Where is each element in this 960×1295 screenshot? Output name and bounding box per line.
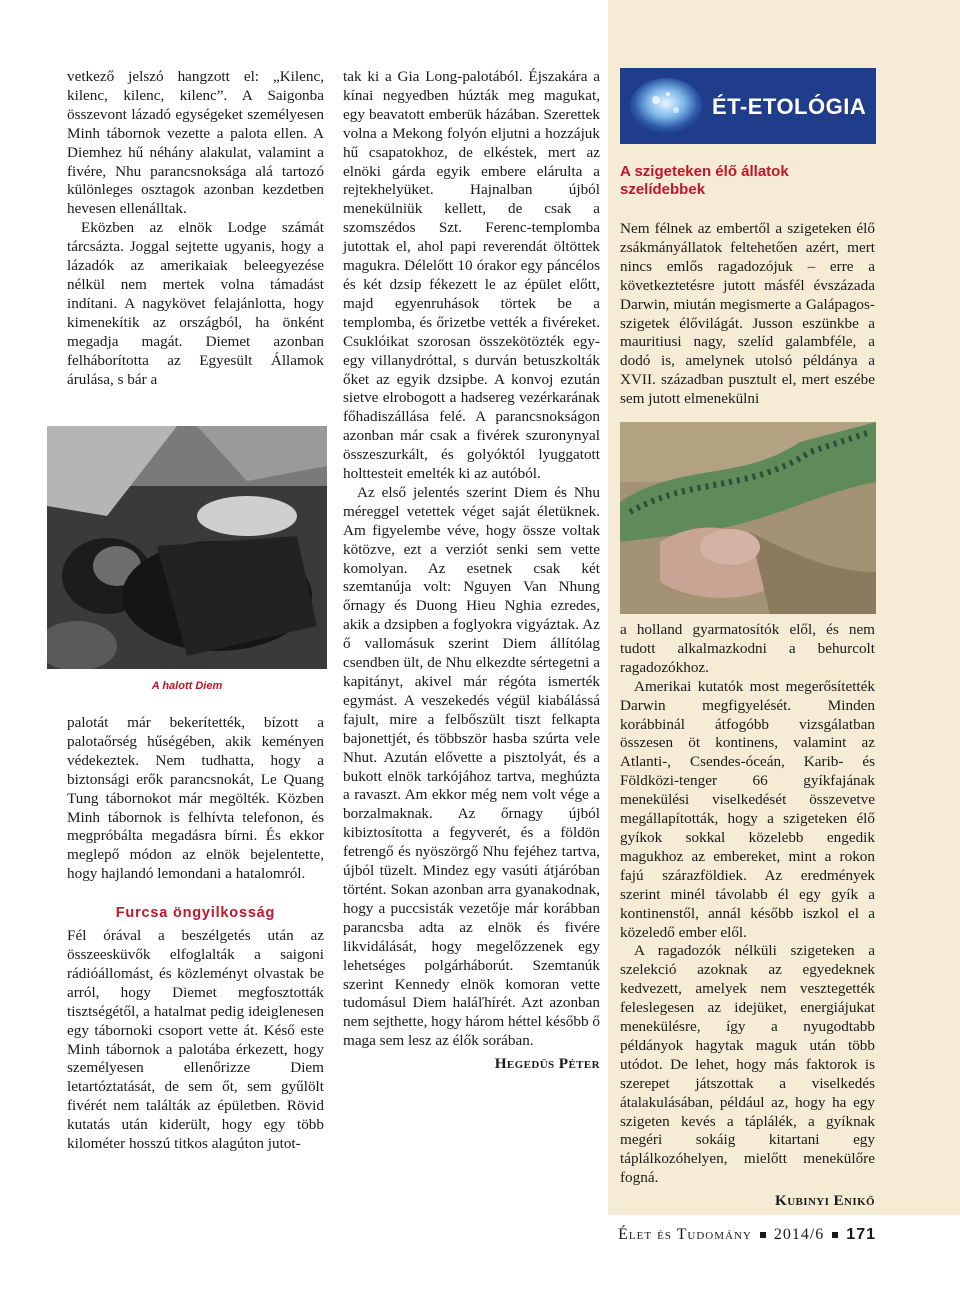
page-number: 171: [846, 1226, 876, 1243]
paragraph: Amerikai kutatók most megerősítették Darwin megfigyelését. Minden korábbinál átfogóbb vizsgálatban összesen öt kontinens, valamint az Atlanti-, Csendes-óceán, Karib- és Földközi-tenger 66 gyíkfajának menekülési viselkedését összevetve megállapították, hogy a szigeteken élő gyíkok sokkal közelebb engedik magukhoz az embereket, mint a rokon fajú szárazföldiek. Az eredmények szerint minél távolabb él egy gyík a kontinenstől, annál később iszkol el a közeledő ember elől.: [620, 677, 875, 941]
paragraph: vetkező jelszó hangzott el: „Kilenc, kilenc, kilenc, kilenc”. A Saigonba összevont lázadó egységeket személyesen Minh tábornok vezette a palota ellen. A Diemhez hű néhány alakulat, valamint a fivére, Nhu parancsnoksága alá tartozó különleges osztagok azonban kezdetben hevesen ellenálltak.: [67, 68, 324, 218]
author-byline: Hegedüs Péter: [494, 1055, 600, 1073]
sidebar-headline: A szigeteken élő állatok szelídebbek: [620, 163, 789, 198]
paragraph: Fél órával a beszélgetés után az összeesküvők elfoglalták a saigoni rádióállomást, és közleményt olvastak be arról, hogy Diemet megfosztották tisztségétől, a hatalmat pedig ideiglenesen egy tábornoki csoport vette át. Késő este Minh tábornok a palotába érkezett, hogy személyesen ellenőrizze Diem letartóztatását, de sem őt, sem gyűlölt fivérét nem találták az épületben. Rövid kutatás után kiderült, hogy egy több kilométer hosszú titkos alagúton jutot-: [67, 927, 324, 1153]
issue-number: 2014/6: [773, 1226, 825, 1243]
section-banner: [620, 68, 876, 144]
column-1-continued: [67, 714, 324, 1154]
paragraph: palotát már bekerítették, bízott a palotaőrség hűségében, akik keményen védekeztek. Nem tudhatta, hogy a biztonsági erők parancsnokát, Le Quang Tung tábornokot már megölték. Közben Minh tábornok is felhívta telefonon, és megpróbálta megadásra bírni. És ekkor meglepő módon az elnök bejelentette, hogy hajlandó lemondani a hatalomról.: [67, 714, 324, 883]
photo-caption: A halott Diem: [151, 680, 223, 692]
column-1: [67, 68, 324, 389]
paragraph: a holland gyarmatosítók elől, és nem tudott alkalmazkodni a behurcolt ragadozókhoz.: [620, 621, 875, 676]
column-2: [343, 68, 600, 1074]
separator-square: [832, 1232, 838, 1238]
page-footer: [590, 1226, 876, 1244]
sidebar-intro: [620, 220, 875, 409]
paragraph: Eközben az elnök Lodge számát tárcsázta. Joggal sejtette ugyanis, hogy a lázadók az amerikaiak beleegyezése nélkül nem mertek volna támadást indítani. A nagykövet felajánlotta, hogy kimenekítik az országból, ha önként megadja magát. Diemet azonban felháborította az Egyesült Államok árulása, s bár a: [67, 219, 324, 388]
subheading: Furcsa öngyilkosság: [115, 905, 276, 922]
photo-dead-diem: [47, 426, 327, 669]
sidebar-body: [620, 621, 875, 1211]
paragraph: Nem félnek az embertől a szigeteken élő zsákmányállatok feltehetően azért, mert nincs emlős ragadozójuk – erre a következtetésre jutott másfél évszázada Darwin, miután megismerte a Galápagos-szigetek élővilágát. Jusson eszünkbe a mauritiusi nagy, szelíd galambféle, a dodó is, amelynek utolsó példánya a XVII. században pusztult el, mert eszébe sem jutott elmenekülni: [620, 220, 875, 408]
journal-name: Élet és Tudomány: [618, 1226, 752, 1243]
lizard-photo: [620, 422, 876, 614]
glowing-orb-icon: [626, 74, 706, 138]
paragraph: A ragadozók nélküli szigeteken a szelekció azoknak az egyedeknek kedvezett, amelyek nem vesztegették feleslegesen az idejüket, energiájukat menekülésre, így a nyugodtabb példányok hagytak maguk után több utódot. De lehet, hogy más faktorok is szerepet játszottak a viselkedés átalakulásában, például az, hogy ha egy szigeten kevés a táplálék, a gyíknak megéri sokáig kitartani egy táplálkozóhelyen, mielőtt menekülőre fogná.: [620, 942, 875, 1187]
paragraph: Az első jelentés szerint Diem és Nhu méreggel vetettek véget saját életüknek. Am figyelembe véve, hogy össze voltak kötözve, ezt a verziót senki sem vette komolyan. Az esetnek csak két szemtanúja volt: Nguyen Van Nhung őrnagy és Duong Hieu Nghia ezredes, akik a dzsipben a foglyokra vigyáztak. Az ő vallomásuk szerint Diem állítólag csendben ült, de Nhu elkezdte sértegetni a kapitányt, akivel már régóta ismerték egymást. A veszekedés végül kiabálássá fajult, mire a felbőszült tiszt felkapta bajonettjét, és többször hasba szúrta vele Nhut. Azután elővette a pisztolyát, és a bukott elnök tarkójához tartva, meghúzta a ravaszt. Am ekkor még nem volt vége a borzalmaknak. Az őrnagy újból kibiztosította a fegyverét, és a földön fetrengő és nyöszörgő Nhu fejéhez tartva, újból tüzelt. Mindez egy vasúti átjáróban történt. Sokan azonban arra gyanakodnak, hogy a puccsisták vezetője már korábban parancsba adta az elnök és fivére likvidálását, hogy megelőzzenek egy lehetséges polgárháborút. Szemtanúk szerint Kennedy elnök komoran vette tudomásul Diem haláľhírét. Azt azonban nem sejthette, hogy három héttel később ő maga sem lesz az élők sorában.: [343, 483, 600, 1050]
author-byline: Kubinyi Enikő: [774, 1192, 875, 1210]
paragraph: tak ki a Gia Long-palotából. Éjszakára a kínai negyedben húzták meg magukat, egy beavatott emberük házában. Szerettek volna a Mekong folyón eljutni a hozzájuk hű csapatokhoz, de elkéstek, mert az elnöki gárda egyik embere elárulta a rejtekhelyüket. Hajnalban újból menekülniük kellett, de csak a szomszédos Szt. Ferenc-templomba jutottak el, ahol papi reverendát öltöttek magukra. Délelőtt 10 órakor egy páncélos és két dzsip fékezett le az épület előtt, majd egyenruhások törtek be a templomba, és őrizetbe vették a fivéreket. Csuklóikat szorosan összekötözték egy-egy villanydróttal, s durván betuszkolták őket az egyik dzsipbe. A konvoj ezután sietve elrobogott a hadsereg vezérkarának főhadiszállása felé. A parancsnokságon azonban már csak a fivérek szuronynyal összeszurkált, és golyóktól lyuggatott holttesteit emelték ki az autóból.: [343, 68, 600, 483]
separator-square: [760, 1232, 766, 1238]
banner-title: ÉT-ETOLÓGIA: [712, 94, 867, 119]
